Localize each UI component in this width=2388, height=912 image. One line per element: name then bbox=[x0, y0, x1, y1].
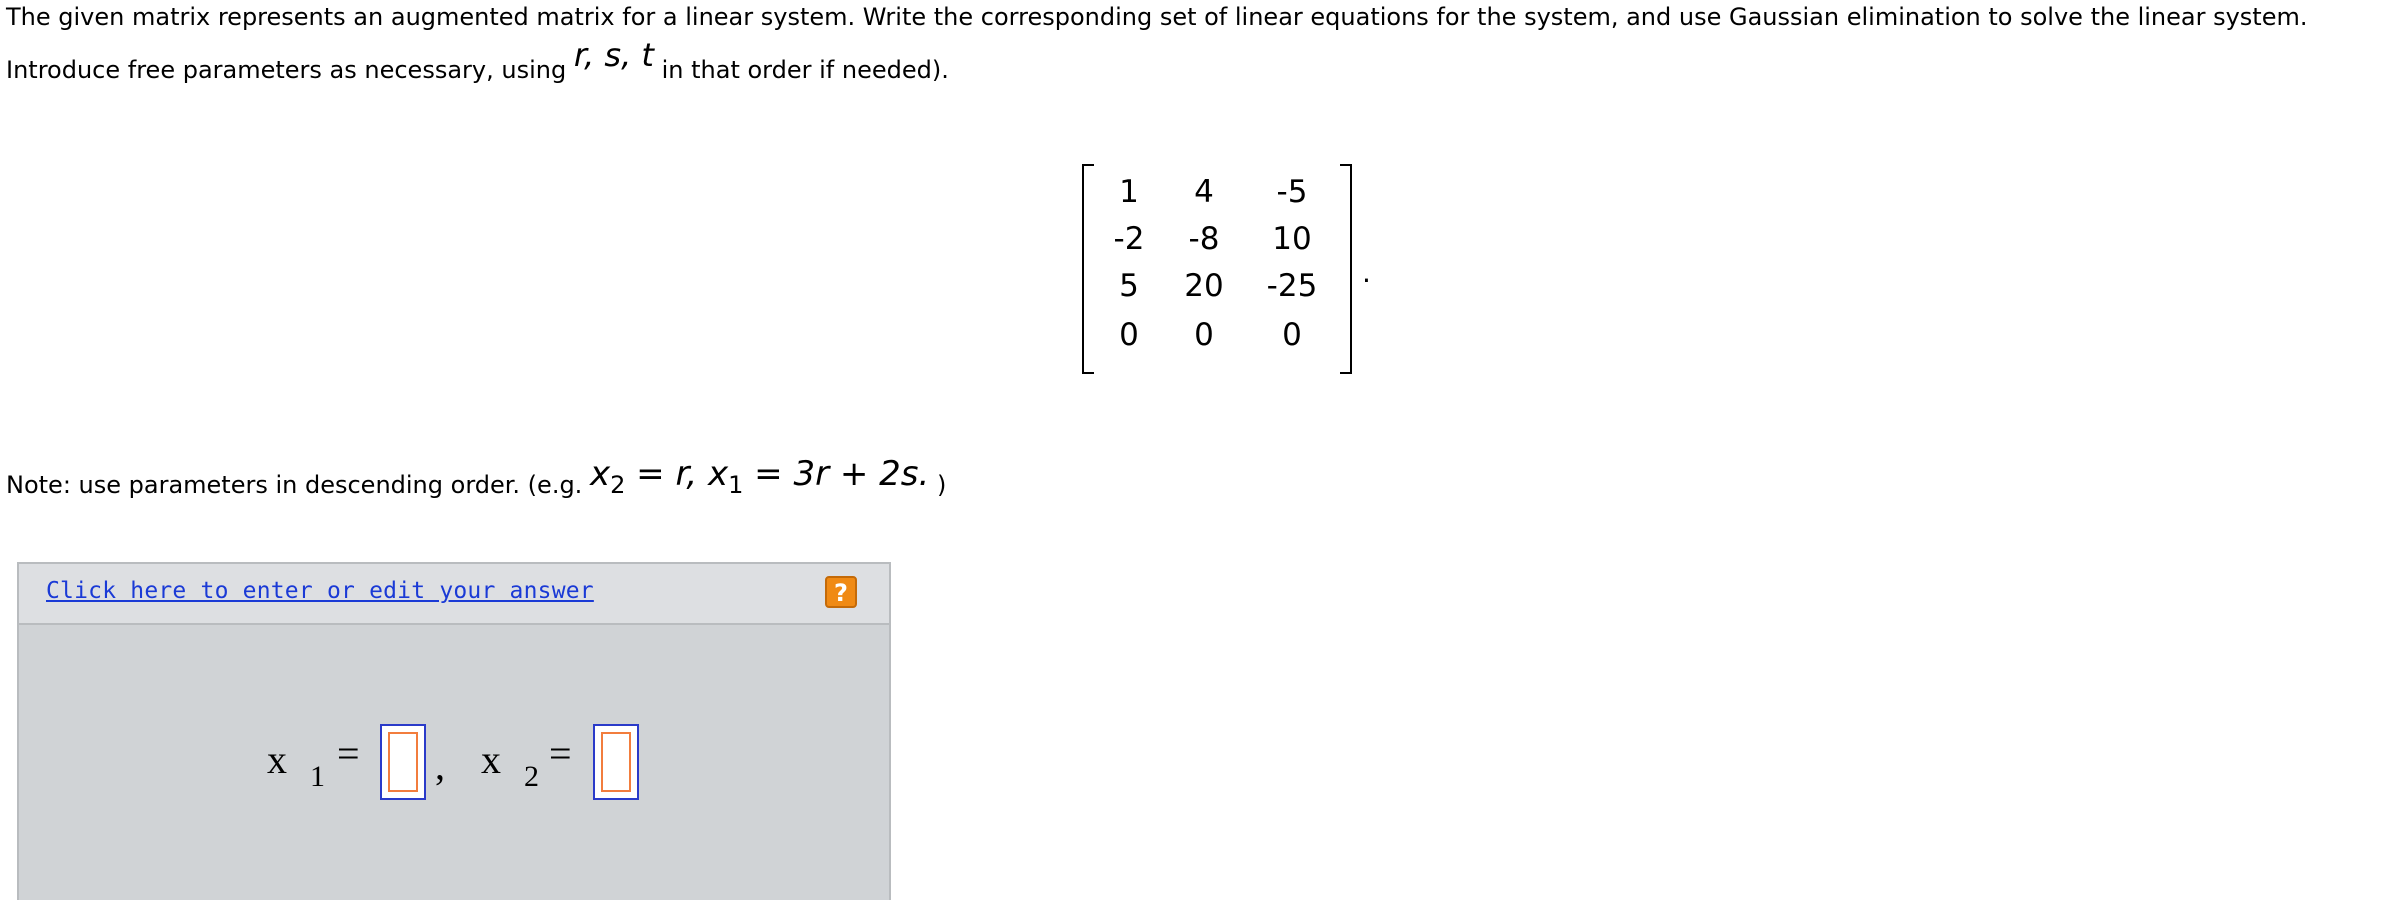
matrix-left-bracket bbox=[1082, 164, 1094, 374]
x2-equals: = bbox=[549, 731, 572, 776]
matrix-trailing-period: . bbox=[1362, 256, 1371, 289]
x2-subscript: 2 bbox=[524, 760, 539, 793]
matrix-cell: -2 bbox=[1113, 221, 1145, 257]
example-x2-sub: 2 bbox=[610, 471, 626, 499]
example-eq1: = r, bbox=[625, 454, 708, 494]
example-x1-sub: 1 bbox=[728, 471, 744, 499]
augmented-matrix bbox=[1082, 164, 1352, 370]
question-params-line bbox=[6, 36, 949, 86]
help-button[interactable]: ? bbox=[825, 576, 857, 608]
question-text: The given matrix represents an augmented matrix for a linear system. Write the corresponding set of linear equations for the system, and use Gaussian elimination to solve the linear system. bbox=[6, 3, 2308, 31]
matrix-cell: 20 bbox=[1184, 268, 1224, 304]
params-outro: in that order if needed). bbox=[661, 56, 949, 84]
matrix-right-bracket bbox=[1340, 164, 1352, 374]
x1-answer-input[interactable] bbox=[380, 724, 426, 800]
example-x1: x bbox=[707, 454, 729, 494]
matrix-cell: 4 bbox=[1194, 174, 1214, 210]
x2-label: x bbox=[481, 737, 501, 782]
matrix-cell: -25 bbox=[1266, 268, 1318, 304]
matrix-cell: 0 bbox=[1194, 317, 1214, 353]
x1-equals: = bbox=[337, 731, 360, 776]
matrix-cell: -5 bbox=[1276, 174, 1308, 210]
matrix-cell: 0 bbox=[1119, 317, 1139, 353]
matrix-cell: 1 bbox=[1119, 174, 1139, 210]
note-close-paren: ) bbox=[936, 471, 947, 499]
edit-answer-link[interactable]: Click here to enter or edit your answer bbox=[46, 578, 594, 604]
answer-comma: , bbox=[435, 743, 445, 788]
x1-label: x bbox=[267, 737, 287, 782]
note-label: Note: use parameters in descending order. (e.g. bbox=[6, 471, 583, 499]
note-example bbox=[589, 454, 937, 499]
example-eq2: = 3r + 2s. bbox=[743, 454, 930, 494]
matrix-cell: -8 bbox=[1188, 221, 1220, 257]
matrix-cell: 0 bbox=[1282, 317, 1302, 353]
params-intro: Introduce free parameters as necessary, using bbox=[6, 56, 567, 84]
matrix-cell: 10 bbox=[1272, 221, 1312, 257]
answer-panel-header bbox=[19, 564, 889, 625]
x1-subscript: 1 bbox=[310, 760, 325, 793]
matrix-cell: 5 bbox=[1119, 268, 1139, 304]
note-text bbox=[6, 454, 947, 502]
x2-answer-input[interactable] bbox=[593, 724, 639, 800]
example-x2: x bbox=[589, 454, 611, 494]
answer-panel bbox=[17, 562, 891, 900]
params-list: r, s, t bbox=[573, 36, 654, 74]
